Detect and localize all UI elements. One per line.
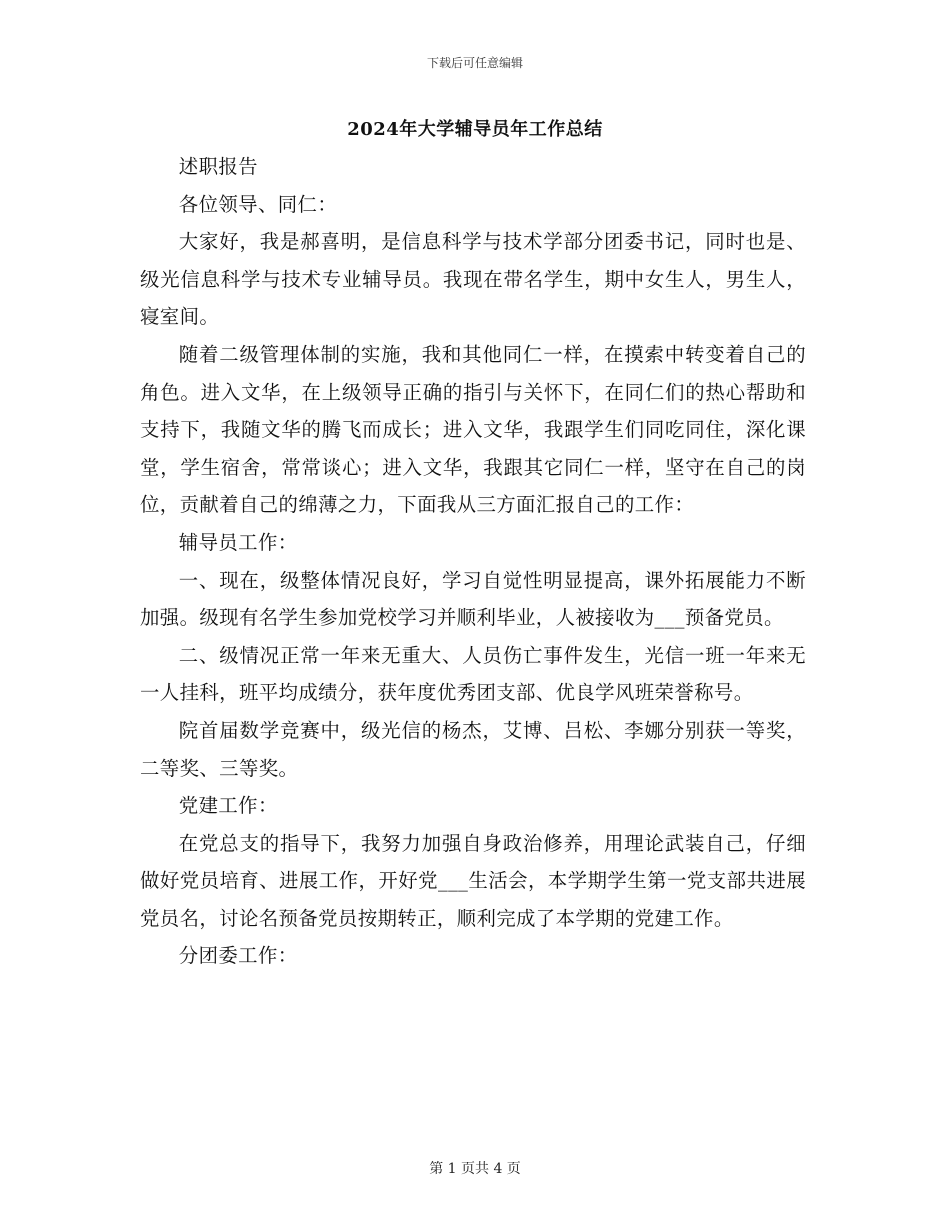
paragraph: 各位领导、同仁： bbox=[178, 192, 338, 216]
paragraph: 党建工作： bbox=[178, 794, 278, 818]
paragraph: 在党总支的指导下，我努力加强自身政治修养，用理论武装自己，仔细做好党员培育、进展工作，开好党___生活会，本学期学生第一党支部共进展党员名，讨论名预备党员按期转正，顺利完成了本学期的党建工作。 bbox=[140, 831, 806, 930]
page-number: 第 1 页共 4 页 bbox=[429, 1161, 521, 1177]
paragraph: 大家好，我是郝喜明，是信息科学与技术学部分团委书记，同时也是、级光信息科学与技术专业辅导员。我现在带名学生，期中女生人，男生人，寝室间。 bbox=[140, 230, 806, 329]
paragraph: 一、现在，级整体情况良好，学习自觉性明显提高，课外拓展能力不断加强。级现有名学生参加党校学习并顺利毕业，人被接收为___预备党员。 bbox=[140, 568, 806, 630]
paragraph: 辅导员工作： bbox=[178, 530, 298, 554]
paragraph: 二、级情况正常一年来无重大、人员伤亡事件发生，光信一班一年来无一人挂科，班平均成绩分，获年度优秀团支部、优良学风班荣誉称号。 bbox=[140, 643, 806, 705]
document-body bbox=[140, 148, 806, 975]
paragraph: 分团委工作： bbox=[178, 944, 298, 968]
page-header-note: 下载后可任意编辑 bbox=[426, 56, 523, 70]
paragraph: 述职报告 bbox=[178, 155, 258, 178]
document-title: 2024年大学辅导员年工作总结 bbox=[347, 119, 603, 140]
paragraph: 随着二级管理体制的实施，我和其他同仁一样，在摸索中转变着自己的角色。进入文华，在上级领导正确的指引与关怀下，在同仁们的热心帮助和支持下，我随文华的腾飞而成长；进入文华，我跟学生们同吃同住，深化课堂，学生宿舍，常常谈心；进入文华，我跟其它同仁一样，坚守在自己的岗位，贡献着自己的绵薄之力，下面我从三方面汇报自己的工作： bbox=[140, 342, 806, 517]
paragraph: 院首届数学竞赛中，级光信的杨杰，艾博、吕松、李娜分别获一等奖，二等奖、三等奖。 bbox=[140, 718, 806, 780]
